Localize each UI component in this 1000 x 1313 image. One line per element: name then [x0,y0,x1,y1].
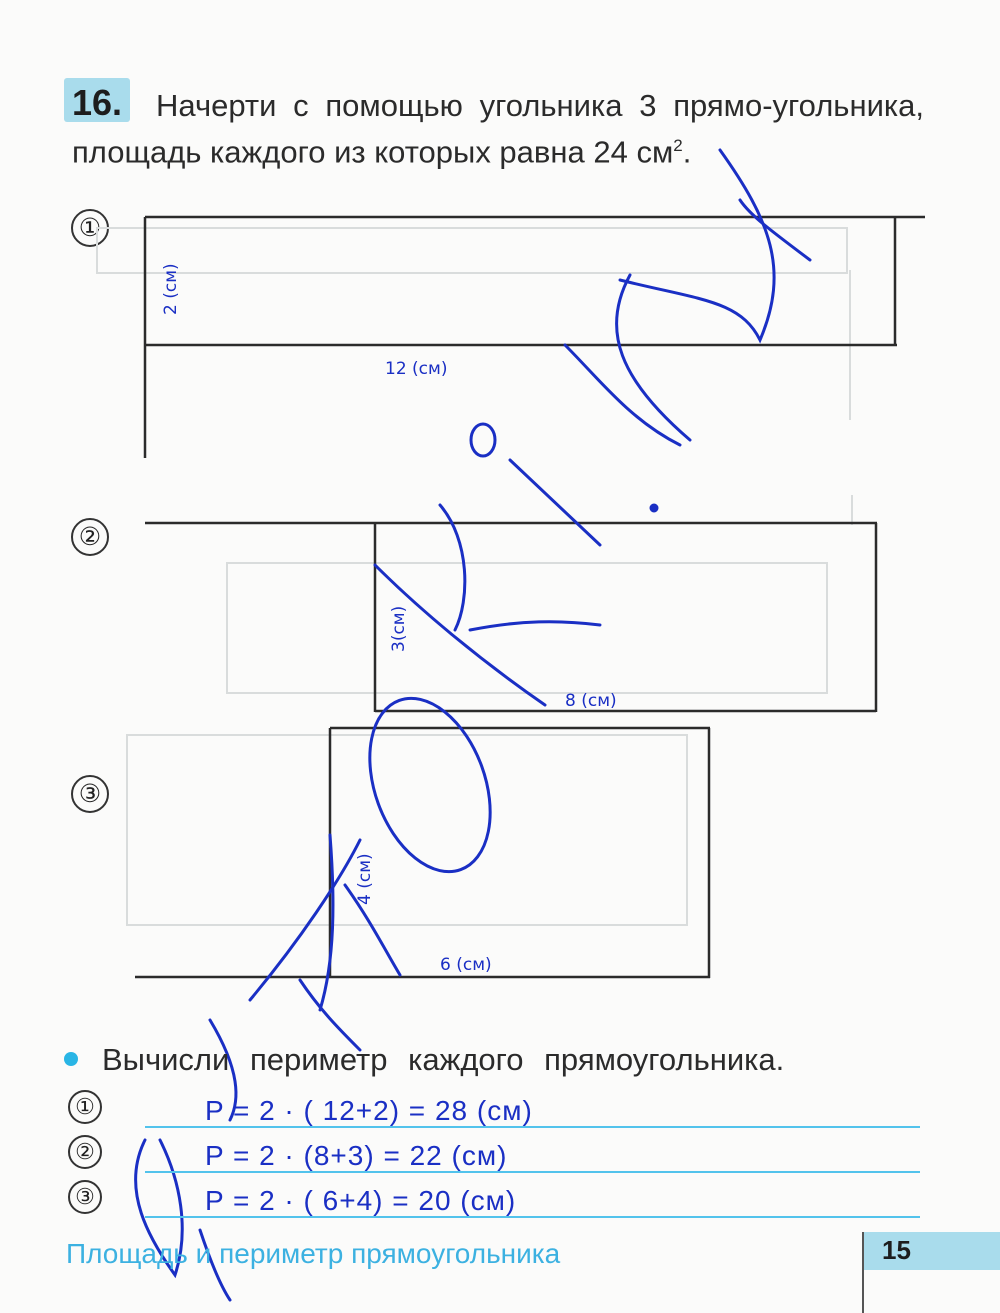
rect1-height-label: 2 (см) [161,263,181,315]
answer-line-1 [145,1126,920,1128]
answer-line-2 [145,1171,920,1173]
answer-line-3 [145,1216,920,1218]
question-bullet [64,1052,78,1066]
task-text: Начерти с помощью угольника 3 прямо-угольника, площадь каждого из которых равна 24 см [72,88,924,170]
page-number-box [864,1232,1000,1270]
rectangle-3 [135,728,710,978]
marker-3: ③ [71,775,109,813]
answer-1: P = 2 · ( 12+2) = 28 (см) [205,1095,533,1126]
rect1-width-label: 12 (см) [385,359,448,379]
show-through-marks [97,228,852,925]
answer-marker-3: ③ [68,1180,102,1214]
rect3-height-label: 4 (см) [355,853,375,905]
answer-marker-2: ② [68,1135,102,1169]
task-superscript: 2 [673,136,683,155]
rect2-width-label: 8 (см) [565,691,617,711]
marker-1: ① [71,209,109,247]
question-text: Вычисли периметр каждого прямоугольника. [102,1042,785,1077]
marker-2: ② [71,518,109,556]
answer-2: P = 2 · (8+3) = 22 (см) [205,1140,508,1171]
rectangle-2 [145,523,877,712]
rect3-width-label: 6 (см) [440,955,492,975]
footer-title: Площадь и периметр прямоугольника [66,1238,561,1269]
rectangle-1 [145,217,925,458]
task-number: 16. [72,82,123,123]
answer-marker-1: ① [68,1090,102,1124]
task-text-end: . [682,134,692,170]
answer-3: P = 2 · ( 6+4) = 20 (см) [205,1185,517,1216]
page-number: 15 [882,1235,911,1265]
rect2-height-label: 3(см) [389,605,409,652]
